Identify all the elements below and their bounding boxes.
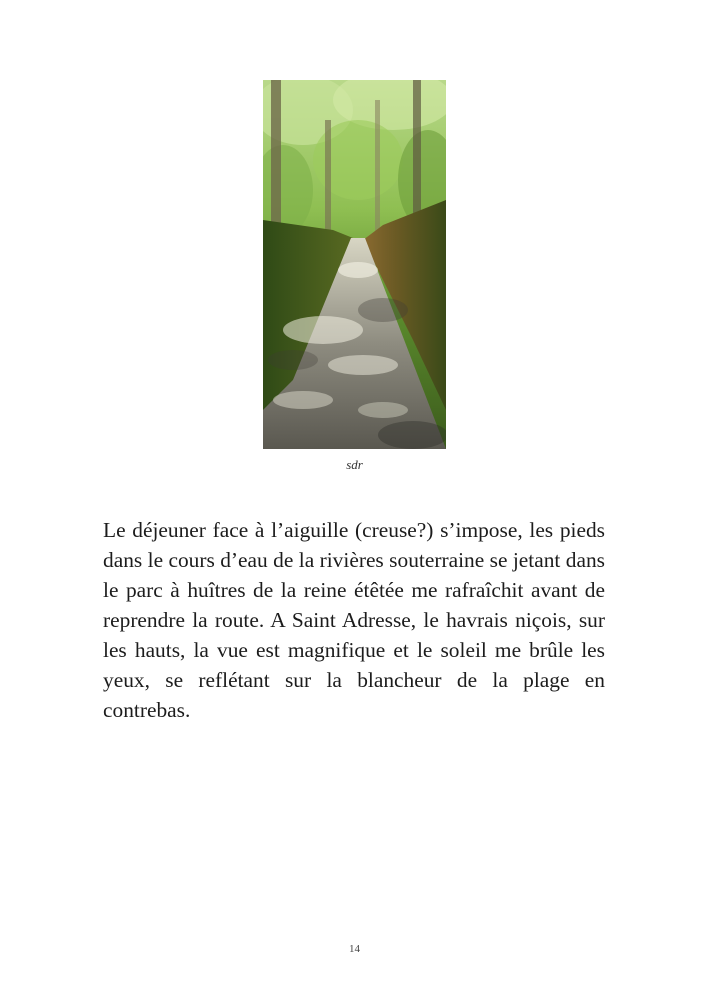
body-paragraph: Le déjeuner face à l’aiguille (creuse?) s’impose, les pieds dans le cours d’eau de la rivières souterraine se jetant dans le parc à huîtres de la reine étêtée me rafraîchit avant de reprendre la route. A Saint Adresse, le havrais niçois, sur les hauts, la vue est magnifique et le soleil me brûle les yeux, se reflétant sur la blancheur de la plage en contrebas. bbox=[103, 518, 605, 722]
page-number: 14 bbox=[349, 943, 360, 955]
forest-path-photo bbox=[263, 80, 446, 449]
forest-path-image bbox=[263, 80, 446, 449]
photo-caption: sdr bbox=[346, 457, 363, 472]
